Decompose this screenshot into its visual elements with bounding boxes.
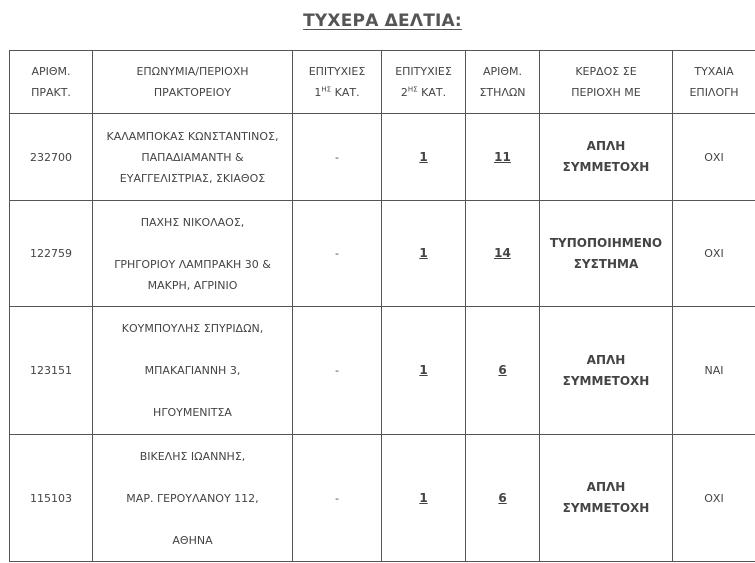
columns-count-link[interactable]: 6 (498, 363, 507, 377)
header-columns: ΑΡΙΘΜ. ΣΤΗΛΩΝ (466, 51, 540, 114)
agent-number: 232700 (10, 114, 93, 201)
agent-number: 115103 (10, 435, 93, 562)
columns-count-link[interactable]: 14 (494, 246, 511, 260)
gain-area: ΤΥΠΟΠΟΙΗΜΕΝΟ ΣΥΣΤΗΜΑ (540, 201, 673, 307)
gain-area: ΑΠΛΗ ΣΥΜΜΕΤΟΧΗ (540, 307, 673, 435)
first-category-wins: - (293, 114, 382, 201)
agency-cell: ΚΑΛΑΜΠΟΚΑΣ ΚΩΝΣΤΑΝΤΙΝΟΣ, ΠΑΠΑΔΙΑΜΑΝΤΗ & ΕΥΑΓΓΕΛΙΣΤΡΙΑΣ, ΣΚΙΑΘΟΣ (93, 114, 293, 201)
header-agency: ΕΠΩΝΥΜΙΑ/ΠΕΡΙΟΧΗ ΠΡΑΚΤΟΡΕΙΟΥ (93, 51, 293, 114)
columns-count (466, 435, 540, 562)
random-pick: ΟΧΙ (673, 114, 755, 201)
first-category-wins: - (293, 307, 382, 435)
second-category-wins (382, 435, 466, 562)
header-agent-no: ΑΡΙΘΜ. ΠΡΑΚΤ. (10, 51, 93, 114)
second-category-wins (382, 201, 466, 307)
columns-count (466, 201, 540, 307)
columns-count (466, 307, 540, 435)
table-header-row (10, 51, 755, 114)
second-category-wins (382, 114, 466, 201)
gain-area: ΑΠΛΗ ΣΥΜΜΕΤΟΧΗ (540, 435, 673, 562)
table-row (10, 435, 755, 562)
columns-count (466, 114, 540, 201)
header-second-category: ΕΠΙΤΥΧΙΕΣ $2^{H\Sigma}$ ΚΑΤ. (382, 51, 466, 114)
second-category-wins-link[interactable]: 1 (419, 246, 428, 260)
agency-cell: ΒΙΚΕΛΗΣ ΙΩΑΝΝΗΣ, ΜΑΡ. ΓΕΡΟΥΛΑΝΟΥ 112, ΑΘΗΝΑ (93, 435, 293, 562)
agent-number: 122759 (10, 201, 93, 307)
page-title: ΤΥΧΕΡΑ ΔΕΛΤΙΑ: (303, 11, 462, 31)
random-pick: ΝΑΙ (673, 307, 755, 435)
first-category-wins: - (293, 435, 382, 562)
first-category-wins: - (293, 201, 382, 307)
header-first-category: ΕΠΙΤΥΧΙΕΣ $1^{H\Sigma}$ ΚΑΤ. (293, 51, 382, 114)
table-row (10, 307, 755, 435)
second-category-wins (382, 307, 466, 435)
second-category-wins-link[interactable]: 1 (419, 490, 428, 505)
columns-count-link[interactable]: 11 (494, 149, 511, 164)
table-row (10, 201, 755, 307)
table-row (10, 114, 755, 201)
lucky-tickets-table (9, 50, 755, 562)
random-pick: ΟΧΙ (673, 201, 755, 307)
agency-cell: ΚΟΥΜΠΟΥΛΗΣ ΣΠΥΡΙΔΩΝ, ΜΠΑΚΑΓΙΑΝΝΗ 3, ΗΓΟΥΜΕΝΙΤΣΑ (93, 307, 293, 435)
random-pick: ΟΧΙ (673, 435, 755, 562)
gain-area: ΑΠΛΗ ΣΥΜΜΕΤΟΧΗ (540, 114, 673, 201)
agent-number: 123151 (10, 307, 93, 435)
columns-count-link[interactable]: 6 (498, 490, 507, 505)
agency-cell: ΠΑΧΗΣ ΝΙΚΟΛΑΟΣ, ΓΡΗΓΟΡΙΟΥ ΛΑΜΠΡΑΚΗ 30 & ΜΑΚΡΗ, ΑΓΡΙΝΙΟ (93, 201, 293, 307)
header-random-pick: ΤΥΧΑΙΑ ΕΠΙΛΟΓΗ (673, 51, 755, 114)
second-category-wins-link[interactable]: 1 (419, 363, 428, 377)
header-gain: ΚΕΡΔΟΣ ΣΕ ΠΕΡΙΟΧΗ ΜΕ (540, 51, 673, 114)
second-category-wins-link[interactable]: 1 (419, 149, 428, 164)
